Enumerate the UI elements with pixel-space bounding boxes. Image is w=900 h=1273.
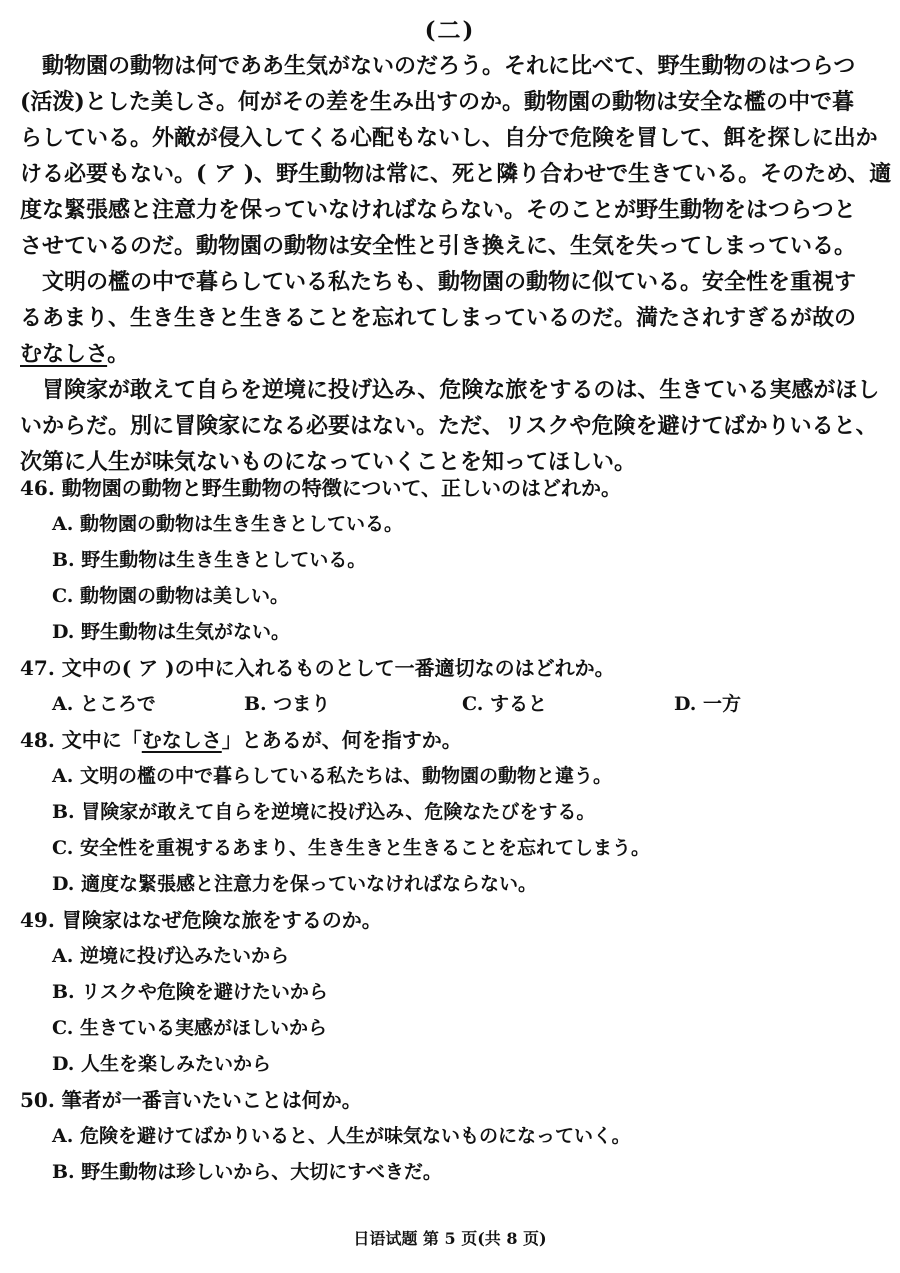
question-text-part: 」とあるが、何を指すか。 xyxy=(221,728,462,752)
question-47 xyxy=(20,650,886,722)
answer-option: B. つまり xyxy=(244,693,331,715)
answer-option: D. 適度な緊張感と注意力を保っていなければならない。 xyxy=(52,873,538,895)
passage-line: ける必要もない。( ア )、野生動物は常に、死と隣り合わせで生きている。そのため、適 xyxy=(20,161,892,187)
answer-option: D. 一方 xyxy=(674,693,742,715)
answer-option: B. 冒険家が敢えて自らを逆境に投げ込み、危険なたびをする。 xyxy=(52,801,596,823)
passage-line: 動物園の動物は何でああ生気がないのだろう。それに比べて、野生動物のはつらつ xyxy=(42,53,856,79)
question-text: 50. 筆者が一番言いたいことは何か。 xyxy=(20,1088,362,1112)
paragraph-1 xyxy=(20,48,892,264)
passage-line: (活泼)とした美しさ。何がその差を生み出すのか。動物園の動物は安全な檻の中で暮 xyxy=(20,89,854,115)
answer-option: C. すると xyxy=(462,693,548,715)
answer-option: B. リスクや危険を避けたいから xyxy=(52,981,328,1003)
answer-option: D. 野生動物は生気がない。 xyxy=(52,621,291,643)
answer-option: A. 文明の檻の中で暮らしている私たちは、動物園の動物と違う。 xyxy=(52,765,612,787)
answer-option: B. 野生動物は珍しいから、大切にすべきだ。 xyxy=(52,1161,442,1183)
paragraph-3 xyxy=(20,372,886,480)
question-list xyxy=(20,470,886,1190)
question-text: 49. 冒険家はなぜ危険な旅をするのか。 xyxy=(20,908,382,932)
question-text xyxy=(20,722,886,758)
passage-line: 次第に人生が味気ないものになっていくことを知ってほしい。 xyxy=(20,449,637,475)
question-49 xyxy=(20,902,886,1082)
answer-option: A. ところで xyxy=(52,693,156,715)
question-text-part: 48. 文中に「 xyxy=(20,728,142,752)
passage-line: らしている。外敵が侵入してくる心配もないし、自分で危険を冒して、餌を探しに出か xyxy=(20,125,878,151)
passage-line: 度な緊張感と注意力を保っていなければならない。そのことが野生動物をはつらつと xyxy=(20,197,856,223)
answer-option: C. 安全性を重視するあまり、生き生きと生きることを忘れてしまう。 xyxy=(52,837,651,859)
answer-option: B. 野生動物は生き生きとしている。 xyxy=(52,549,367,571)
question-text: 46. 動物園の動物と野生動物の特徴について、正しいのはどれか。 xyxy=(20,476,621,500)
page-footer: 日语试题 第 5 页(共 8 页) xyxy=(353,1229,547,1248)
underlined-word: むなしさ xyxy=(20,341,108,367)
passage-line: 冒険家が敢えて自らを逆境に投げ込み、危険な旅をするのは、生きている実感がほし xyxy=(42,377,880,403)
passage-line: 文明の檻の中で暮らしている私たちも、動物園の動物に似ている。安全性を重視す xyxy=(42,269,857,295)
answer-option: C. 生きている実感がほしいから xyxy=(52,1017,328,1039)
passage-line: させているのだ。動物園の動物は安全性と引き換えに、生気を失ってしまっている。 xyxy=(20,233,857,259)
question-50 xyxy=(20,1082,886,1190)
question-48 xyxy=(20,722,886,902)
answer-option: A. 動物園の動物は生き生きとしている。 xyxy=(52,513,403,535)
question-text: 47. 文中の( ア )の中に入れるものとして一番適切なのはどれか。 xyxy=(20,656,615,680)
paragraph-2 xyxy=(20,264,886,372)
reading-passage xyxy=(20,48,892,480)
answer-option: D. 人生を楽しみたいから xyxy=(52,1053,272,1075)
underlined-word: むなしさ xyxy=(141,728,222,752)
answer-option: C. 動物園の動物は美しい。 xyxy=(52,585,290,607)
answer-options-row xyxy=(20,686,886,722)
passage-punctuation: 。 xyxy=(107,341,130,367)
question-46 xyxy=(20,470,886,650)
section-title: (二) xyxy=(424,17,476,44)
answer-option: A. 逆境に投げ込みたいから xyxy=(52,945,289,967)
passage-line: いからだ。別に冒険家になる必要はない。ただ、リスクや危険を避けてばかりいると、 xyxy=(20,413,878,439)
passage-line: るあまり、生き生きと生きることを忘れてしまっているのだ。満たされすぎるが故の xyxy=(20,305,857,331)
passage-line xyxy=(20,336,886,372)
answer-option: A. 危険を避けてばかりいると、人生が味気ないものになっていく。 xyxy=(52,1125,631,1147)
